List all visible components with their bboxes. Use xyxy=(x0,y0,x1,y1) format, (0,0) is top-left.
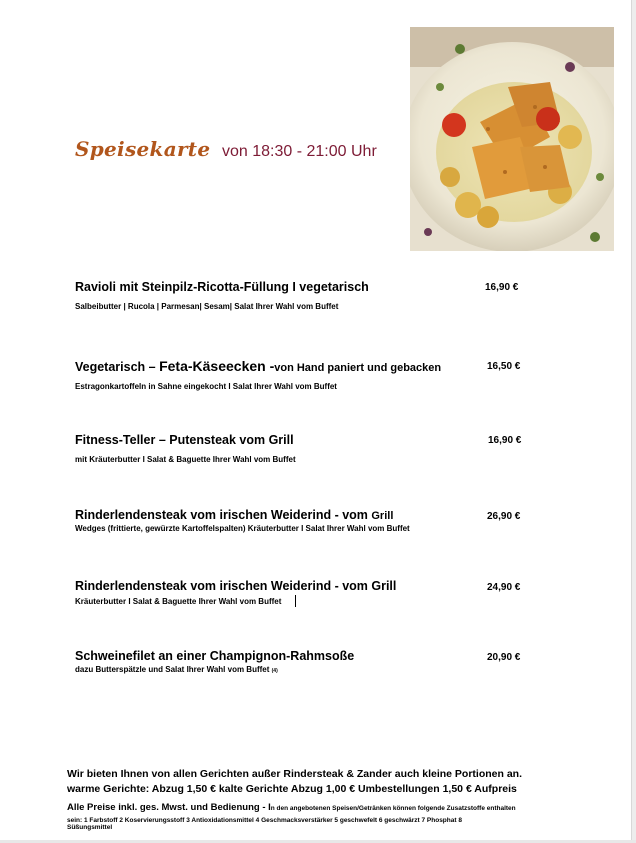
footer-prices xyxy=(67,797,587,815)
dish-name: Ravioli mit Steinpilz-Ricotta-Füllung I vegetarisch xyxy=(75,280,369,294)
menu-item xyxy=(75,649,555,674)
dish-name: Schweinefilet an einer Champignon-Rahmsoße xyxy=(75,649,355,663)
dish-description: Estragonkartoffeln in Sahne eingekocht I Salat Ihrer Wahl vom Buffet xyxy=(75,382,337,391)
additive-note: (4) xyxy=(271,668,278,674)
dish-name: Fitness-Teller – Putensteak vom Grill xyxy=(75,433,294,447)
dish-price: 16,90 € xyxy=(488,435,522,446)
footer-portions: Wir bieten Ihnen von allen Gerichten außer Rindersteak & Zander auch kleine Portionen an. xyxy=(67,768,523,780)
dish-price: 16,50 € xyxy=(487,361,521,372)
dish-description xyxy=(75,595,555,607)
dish-name-main: Rinderlendensteak vom irischen Weiderind - vom xyxy=(75,508,372,522)
dish-description: Wedges (frittierte, gewürzte Kartoffelspalten) Kräuterbutter I Salat Ihrer Wahl vom Buffet xyxy=(75,524,410,533)
footer-deductions: warme Gerichte: Abzug 1,50 € kalte Gerichte Abzug 1,00 € Umbestellungen 1,50 € Aufpreis xyxy=(67,783,517,795)
dish-price: 16,90 € xyxy=(485,282,519,293)
dish-name: Rinderlendensteak vom irischen Weiderind - vom Grill xyxy=(75,579,397,593)
menu-item xyxy=(75,358,555,391)
menu-item xyxy=(75,508,555,533)
menu-time: von 18:30 - 21:00 Uhr xyxy=(222,143,377,160)
dish-name-prefix: Vegetarisch – xyxy=(75,360,160,374)
dish-name xyxy=(75,508,555,522)
text-cursor xyxy=(295,595,296,607)
dish-description xyxy=(75,665,555,674)
dish-price: 26,90 € xyxy=(487,511,521,522)
dish-name-suffix: von Hand paniert und gebacken xyxy=(274,362,442,374)
dish-name xyxy=(75,358,555,374)
dish-description: Salbeibutter | Rucola | Parmesan| Sesam| Salat Ihrer Wahl vom Buffet xyxy=(75,302,339,311)
footer-prices-main: Alle Preise inkl. ges. Mwst. und Bedienung - I xyxy=(67,802,271,813)
dish-description: mit Kräuterbutter I Salat & Baguette Ihrer Wahl vom Buffet xyxy=(75,455,296,464)
menu-item xyxy=(75,280,555,311)
footer-additives-list-end: Süßungsmittel xyxy=(67,824,113,831)
dish-description-text: Kräuterbutter I Salat & Baguette Ihrer Wahl vom Buffet xyxy=(75,597,282,606)
menu-title: Speisekarte xyxy=(75,137,211,161)
menu-item xyxy=(75,579,555,607)
footer-additives-intro: n den angebotenen Speisen/Getränken können folgende Zusatzstoffe enthalten xyxy=(270,805,516,812)
menu-item xyxy=(75,433,555,464)
dish-price: 20,90 € xyxy=(487,652,521,663)
food-photo xyxy=(410,27,614,251)
page-edge-right xyxy=(631,0,636,843)
dish-name-suffix: Grill xyxy=(371,510,394,522)
dish-price: 24,90 € xyxy=(487,582,521,593)
footer-notes xyxy=(67,768,587,831)
dish-name-main: Feta-Käseecken - xyxy=(159,358,275,374)
dish-description-text: dazu Butterspätzle und Salat Ihrer Wahl vom Buffet xyxy=(75,665,270,674)
footer-additives-list: sein: 1 Farbstoff 2 Koservierungsstoff 3 Antioxidationsmittel 4 Geschmacksverstärker 5 geschwefelt 6 geschwärzt 7 Phosphat 8 xyxy=(67,817,462,824)
